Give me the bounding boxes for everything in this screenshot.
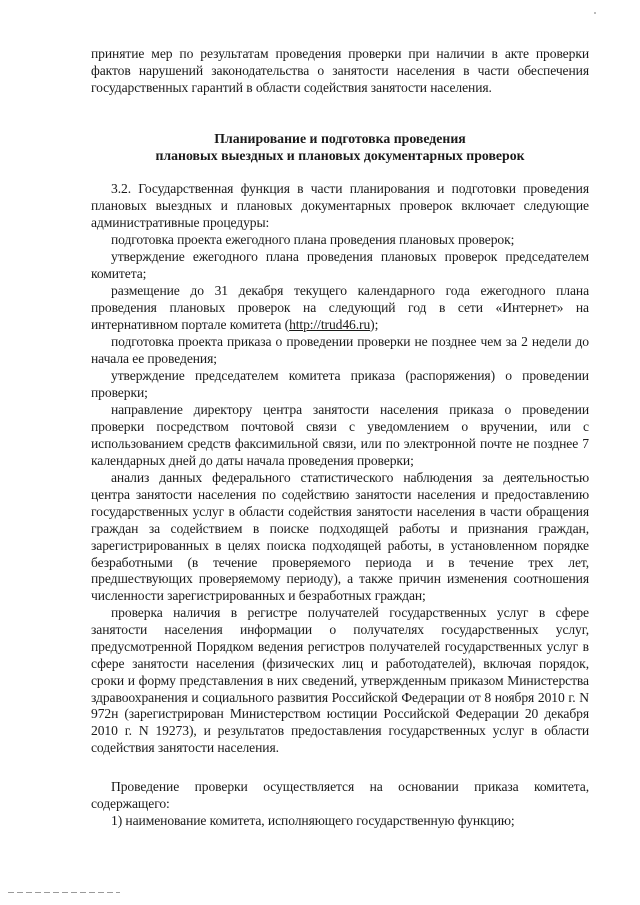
section-heading-line-1: Планирование и подготовка проведения: [214, 131, 466, 146]
procedure-item-7: анализ данных федерального статистического наблюдения за деятельностью центра занятости населения по содействию занятости населения и предоставлению государственных услуг в области содействия занятости населения в части обращения граждан за содействием в поиске подходящей работы и признания граждан, зарегистрированных в целях поиска подходящей работы, в установленном порядке безработными (в течение проверяемого периода и в течение трех лет, предшествующих проверяемому периоду), а также причин изменения соотношения численности зарегистрированных и безработных граждан;: [91, 470, 589, 604]
paragraph-3-2: 3.2. Государственная функция в части планирования и подготовки проведения плановых выездных и плановых документарных проверок включает следующие административные процедуры:: [91, 181, 589, 230]
procedure-item-8: проверка наличия в регистре получателей государственных услуг в сфере занятости населения информации о получателях государственных услуг, предусмотренной Порядком ведения регистров получателей государственных услуг в сфере занятости населения (физических лиц и работодателей), включая порядок, сроки и форму представления в них сведений, утвержденным приказом Министерства здравоохранения и социального развития Российской Федерации от 8 ноября 2010 г. N 972н (зарегистрирован Министерством юстиции Российской Федерации 20 декабря 2010 г. N 19273), и результатов предоставления государственных услуг в области содействия занятости населения.: [91, 605, 589, 756]
order-paragraph: Проведение проверки осуществляется на основании приказа комитета, содержащего:: [91, 779, 589, 811]
procedure-item-1: подготовка проекта ежегодного плана проведения плановых проверок;: [111, 232, 515, 247]
procedure-item-2: утверждение ежегодного плана проведения плановых проверок председателем комитета;: [91, 249, 589, 281]
procedure-item-4: подготовка проекта приказа о проведении проверки не позднее чем за 2 недели до начала ее проведения;: [91, 334, 589, 366]
procedure-item-3-text: размещение до 31 декабря текущего календарного года ежегодного плана проведения плановых проверок на следующий год в сети «Интернет» на интернативном портале комитета (: [91, 283, 589, 332]
portal-link[interactable]: http://trud46.ru: [289, 316, 371, 332]
order-item-1: 1) наименование комитета, исполняющего государственную функцию;: [111, 813, 515, 828]
scan-footer-artifact: [8, 892, 120, 893]
procedure-item-3: [91, 283, 589, 334]
intro-paragraph: принятие мер по результатам проведения проверки при наличии в акте проверки фактов нарушений законодательства о занятости населения в части обеспечения государственных гарантий в области содействия занятости населения.: [91, 46, 589, 95]
procedure-item-3-end: );: [370, 316, 379, 332]
procedure-item-6: направление директору центра занятости населения приказа о проведении проверки посредством почтовой связи с уведомлением о вручении, или с использованием средств факсимильной связи, или по электронной почте не позднее 7 календарных дней до даты начала проведения проверки;: [91, 402, 589, 468]
section-heading-line-2: плановых выездных и плановых документарных проверок: [155, 148, 525, 163]
scan-artifact: [594, 12, 596, 14]
procedure-item-5: утверждение председателем комитета приказа (распоряжения) о проведении проверки;: [91, 368, 589, 400]
